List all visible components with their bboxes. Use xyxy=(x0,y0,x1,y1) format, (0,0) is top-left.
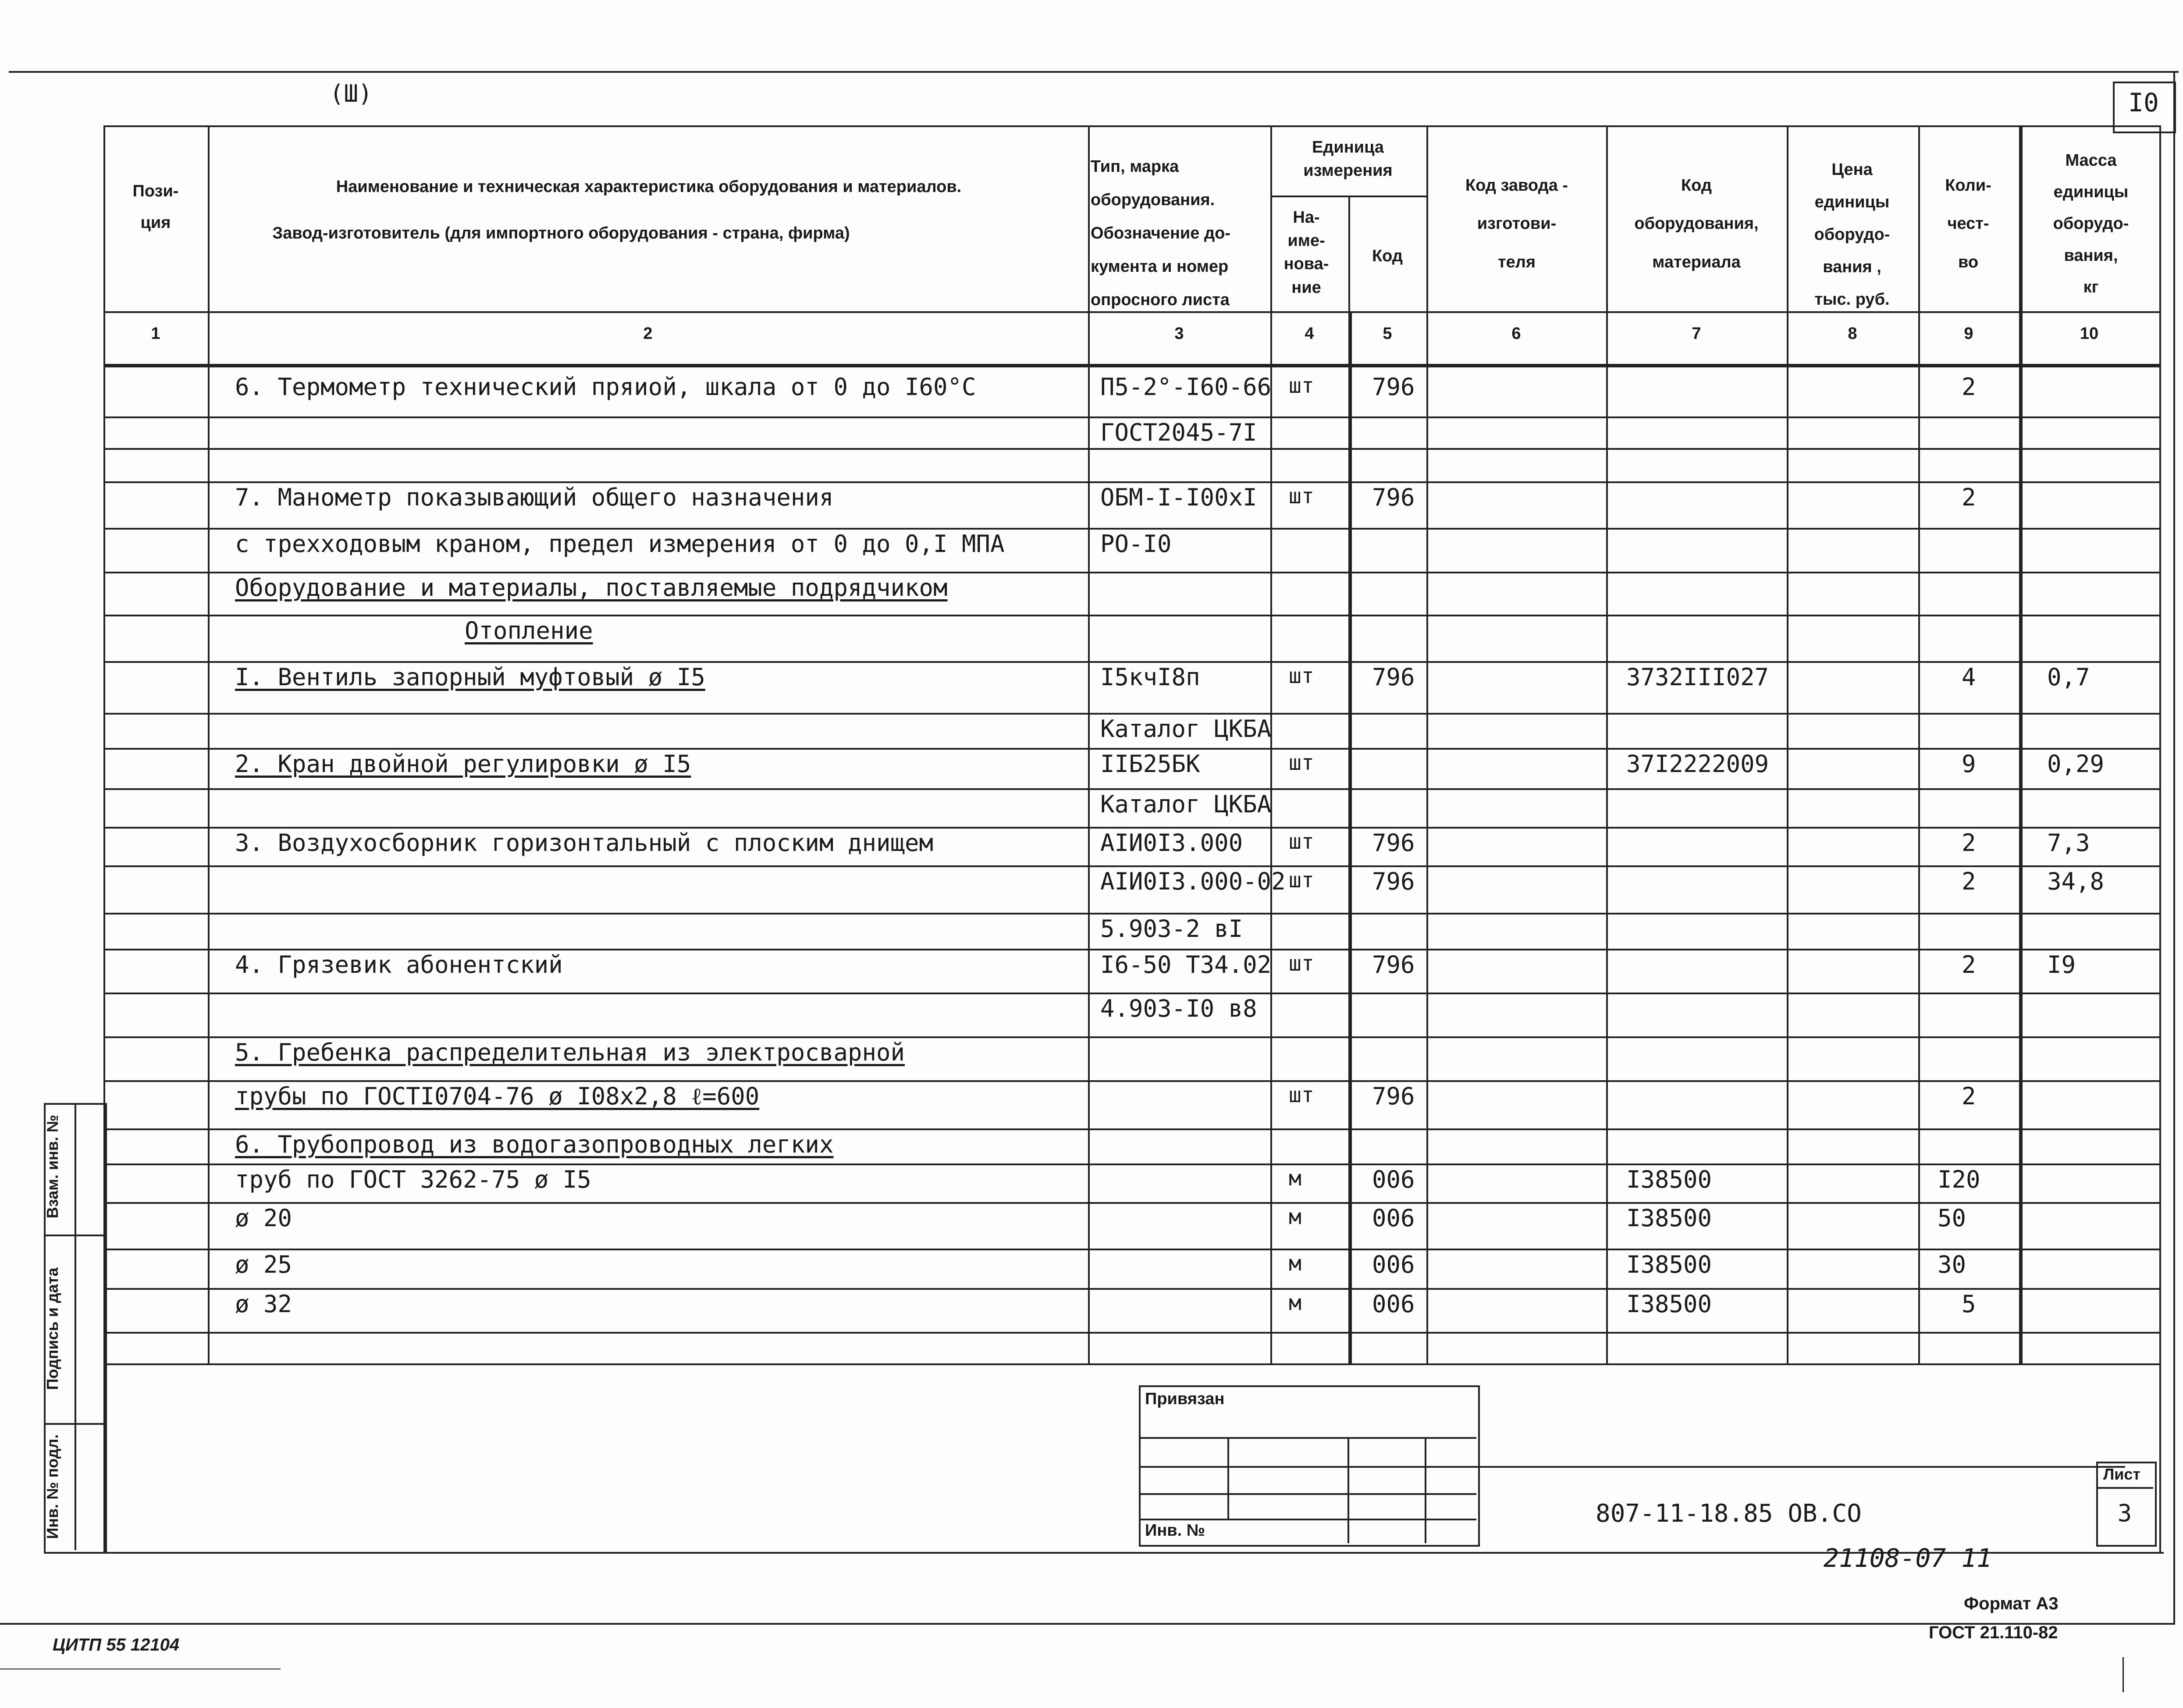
column-number-2: 2 xyxy=(643,324,653,343)
item-mass: 0,29 xyxy=(2047,750,2105,778)
item-type: 4.903-I0 в8 xyxy=(1100,995,1257,1022)
header-col45: Единица измерения xyxy=(1303,138,1393,180)
item-unit: м xyxy=(1289,1166,1301,1191)
binding-vline2 xyxy=(1347,1437,1349,1543)
item-unit: шт xyxy=(1289,1083,1314,1107)
bottom-border xyxy=(0,1623,2175,1625)
item-unit: м xyxy=(1289,1291,1301,1315)
page-number: I0 xyxy=(2128,88,2159,117)
item-quantity: 50 xyxy=(1938,1204,1966,1232)
row-line xyxy=(103,661,2159,663)
item-unit-code: 796 xyxy=(1372,1082,1415,1110)
item-type: I6-50 Т34.02 xyxy=(1100,951,1272,979)
item-unit-code: 796 xyxy=(1372,663,1415,691)
item-unit-code: 006 xyxy=(1372,1251,1415,1278)
row-line xyxy=(103,481,2159,483)
item-unit: шт xyxy=(1289,484,1314,509)
unit-split-line xyxy=(1270,196,1426,197)
item-name: 6. Трубопровод из водогазопроводных легких xyxy=(235,1131,834,1158)
row-line xyxy=(103,1332,2159,1334)
item-unit: шт xyxy=(1289,868,1314,893)
item-unit-code: 796 xyxy=(1372,951,1415,979)
column-number-1: 1 xyxy=(151,324,160,343)
printer-label: ЦИТП 55 12104 xyxy=(53,1635,180,1655)
row-line xyxy=(103,713,2159,715)
row-line xyxy=(103,1164,2159,1165)
item-equipment-code: I38500 xyxy=(1626,1290,1712,1318)
number-row-line xyxy=(103,364,2159,367)
column-number-10: 10 xyxy=(2080,324,2099,343)
header-col7: Код оборудования, материала xyxy=(1634,176,1759,271)
item-name: труб по ГОСТ 3262-75 ø I5 xyxy=(235,1166,591,1193)
binding-vline1 xyxy=(1227,1437,1229,1519)
item-equipment-code: I38500 xyxy=(1626,1251,1712,1278)
column-number-7: 7 xyxy=(1692,324,1701,343)
side-stamp-line1 xyxy=(44,1235,103,1236)
item-quantity: 2 xyxy=(1962,868,1976,895)
side-inv-podl: Инв. № подл. xyxy=(43,1434,61,1539)
item-name: с трехходовым краном, предел измерения от 0 до 0,I МПА xyxy=(235,530,1005,558)
item-name: I. Вентиль запорный муфтовый ø I5 xyxy=(235,663,705,691)
row-line xyxy=(103,1080,2159,1082)
header-col9: Коли- чест- во xyxy=(1945,176,1991,271)
document-code: 807-11-18.85 ОВ.СО xyxy=(1596,1499,1862,1528)
row-line xyxy=(103,748,2159,750)
item-equipment-code: I38500 xyxy=(1626,1204,1712,1232)
row-line xyxy=(103,827,2159,829)
item-quantity: 2 xyxy=(1962,1082,1976,1110)
row-line xyxy=(103,1036,2159,1038)
item-type: АIИ0I3.000 xyxy=(1100,829,1243,857)
frame-right-line xyxy=(2159,1363,2161,1552)
item-unit-code: 796 xyxy=(1372,829,1415,857)
column-number-6: 6 xyxy=(1511,324,1521,343)
item-quantity: 2 xyxy=(1962,484,1976,511)
row-line xyxy=(103,949,2159,950)
column-number-4: 4 xyxy=(1305,324,1314,343)
item-equipment-code: 3732III027 xyxy=(1626,663,1769,691)
item-unit: шт xyxy=(1289,664,1314,688)
row-line xyxy=(103,528,2159,530)
item-mass: 0,7 xyxy=(2047,663,2090,691)
item-unit-code: 796 xyxy=(1372,484,1415,511)
col-line-10 xyxy=(2159,125,2161,1363)
header-col5: Код xyxy=(1372,247,1403,265)
item-unit: м xyxy=(1289,1251,1301,1276)
item-quantity: 9 xyxy=(1962,750,1976,778)
column-number-3: 3 xyxy=(1174,324,1184,343)
item-name: ø 32 xyxy=(235,1290,292,1318)
column-number-8: 8 xyxy=(1848,324,1857,343)
item-mass: I9 xyxy=(2047,951,2076,979)
row-line xyxy=(103,572,2159,573)
header-col4: На- име- нова- ние xyxy=(1283,208,1329,297)
item-type: Каталог ЦКБА xyxy=(1100,715,1272,743)
row-line xyxy=(103,448,2159,450)
column-number-9: 9 xyxy=(1964,324,1973,343)
item-type: 5.903-2 вI xyxy=(1100,915,1243,943)
sheet-number: 3 xyxy=(2117,1499,2132,1527)
col-line-4 xyxy=(1348,311,1352,1363)
binding-vline3 xyxy=(1425,1437,1426,1543)
right-border xyxy=(2173,71,2175,1623)
row-line xyxy=(103,1202,2159,1204)
item-quantity: 30 xyxy=(1938,1251,1966,1278)
table-top-line xyxy=(103,125,2159,127)
item-quantity: 2 xyxy=(1962,829,1976,857)
item-equipment-code: I38500 xyxy=(1626,1166,1712,1193)
item-unit: шт xyxy=(1289,374,1314,398)
body-bottom-line xyxy=(103,1363,2159,1365)
side-vzam: Взам. инв. № xyxy=(43,1114,61,1219)
header-col3: Тип, марка оборудования. Обозначение до- кумента и номер опросного листа xyxy=(1091,157,1230,309)
inv-label: Инв. № xyxy=(1145,1521,1205,1540)
top-border xyxy=(9,71,2179,73)
item-mass: 34,8 xyxy=(2047,868,2105,895)
item-quantity: I20 xyxy=(1938,1166,1980,1193)
format-label: Формат А3 xyxy=(1964,1594,2059,1613)
item-type: ОБМ-I-I00хI xyxy=(1100,484,1257,511)
title-line xyxy=(1476,1466,2125,1468)
row-line xyxy=(103,865,2159,867)
row-line xyxy=(103,913,2159,914)
item-unit: шт xyxy=(1289,751,1314,775)
item-unit-code: 006 xyxy=(1372,1290,1415,1318)
item-unit: шт xyxy=(1289,951,1314,976)
item-unit-code: 006 xyxy=(1372,1166,1415,1193)
item-name: ø 20 xyxy=(235,1204,292,1232)
header-col10: Масса единицы оборудо- вания, кг xyxy=(2053,151,2129,296)
item-type: П5-2°-I60-66 xyxy=(1100,373,1272,401)
item-type: I5кчI8п xyxy=(1100,663,1200,691)
item-name: 3. Воздухосборник горизонтальный с плоским днищем xyxy=(235,829,934,857)
item-quantity: 4 xyxy=(1962,663,1976,691)
item-type: Каталог ЦКБА xyxy=(1100,790,1272,818)
row-line xyxy=(103,1249,2159,1250)
item-type: ГОСТ2045-7I xyxy=(1100,419,1257,446)
item-quantity: 2 xyxy=(1962,951,1976,979)
row-line xyxy=(103,1288,2159,1290)
item-equipment-code: 37I2222009 xyxy=(1626,750,1769,778)
item-name: 4. Грязевик абонентский xyxy=(235,951,563,979)
item-unit: м xyxy=(1289,1205,1301,1229)
item-type: IIБ25БК xyxy=(1100,750,1200,778)
item-name: 5. Гребенка распределительная из электросварной xyxy=(235,1039,905,1066)
item-name: Отопление xyxy=(465,617,593,644)
sheet-label: Лист xyxy=(2103,1465,2141,1483)
header-col2-line2: Завод-изготовитель (для импортного оборудования - страна, фирма) xyxy=(272,224,850,242)
bound-label: Привязан xyxy=(1145,1390,1225,1408)
item-name: 7. Манометр показывающий общего назначения xyxy=(235,484,834,511)
header-col6: Код завода - изготови- теля xyxy=(1465,176,1568,271)
header-col8: Цена единицы оборудо- вания , тыс. руб. xyxy=(1814,160,1890,309)
corner-mark xyxy=(2123,1657,2124,1692)
column-number-5: 5 xyxy=(1383,324,1392,343)
item-type: АIИ0I3.000-02 xyxy=(1100,868,1286,895)
side-podpis: Подпись и дата xyxy=(43,1267,61,1390)
header-col2-line1: Наименование и техническая характеристика оборудования и материалов. xyxy=(336,178,962,196)
header-col1: Пози- ция xyxy=(132,182,179,232)
item-name: 2. Кран двойной регулировки ø I5 xyxy=(235,750,691,778)
side-stamp-divider xyxy=(75,1103,76,1550)
item-name: ø 25 xyxy=(235,1251,292,1278)
corner-note: (Ш) xyxy=(330,80,373,107)
item-mass: 7,3 xyxy=(2047,829,2090,857)
item-name: Оборудование и материалы, поставляемые подрядчиком xyxy=(235,574,948,601)
item-unit: шт xyxy=(1289,829,1314,854)
item-unit-code: 796 xyxy=(1372,373,1415,401)
handwritten-number: 21108-07 11 xyxy=(1824,1543,1992,1573)
gost-label: ГОСТ 21.110-82 xyxy=(1929,1623,2058,1642)
sheet-box-divider xyxy=(2096,1487,2153,1489)
item-quantity: 2 xyxy=(1962,373,1976,401)
row-line xyxy=(103,1128,2159,1130)
row-line xyxy=(103,788,2159,790)
item-unit-code: 796 xyxy=(1372,868,1415,895)
item-quantity: 5 xyxy=(1962,1290,1976,1318)
row-line xyxy=(103,416,2159,418)
row-line xyxy=(103,993,2159,994)
row-line xyxy=(103,615,2159,616)
item-name: 6. Термометр технический пряиой, шкала от 0 до I60°С xyxy=(235,373,976,401)
item-type: РО-I0 xyxy=(1100,530,1172,558)
item-name: трубы по ГОСТI0704-76 ø I08х2,8 ℓ=600 xyxy=(235,1082,760,1110)
item-unit-code: 006 xyxy=(1372,1204,1415,1232)
